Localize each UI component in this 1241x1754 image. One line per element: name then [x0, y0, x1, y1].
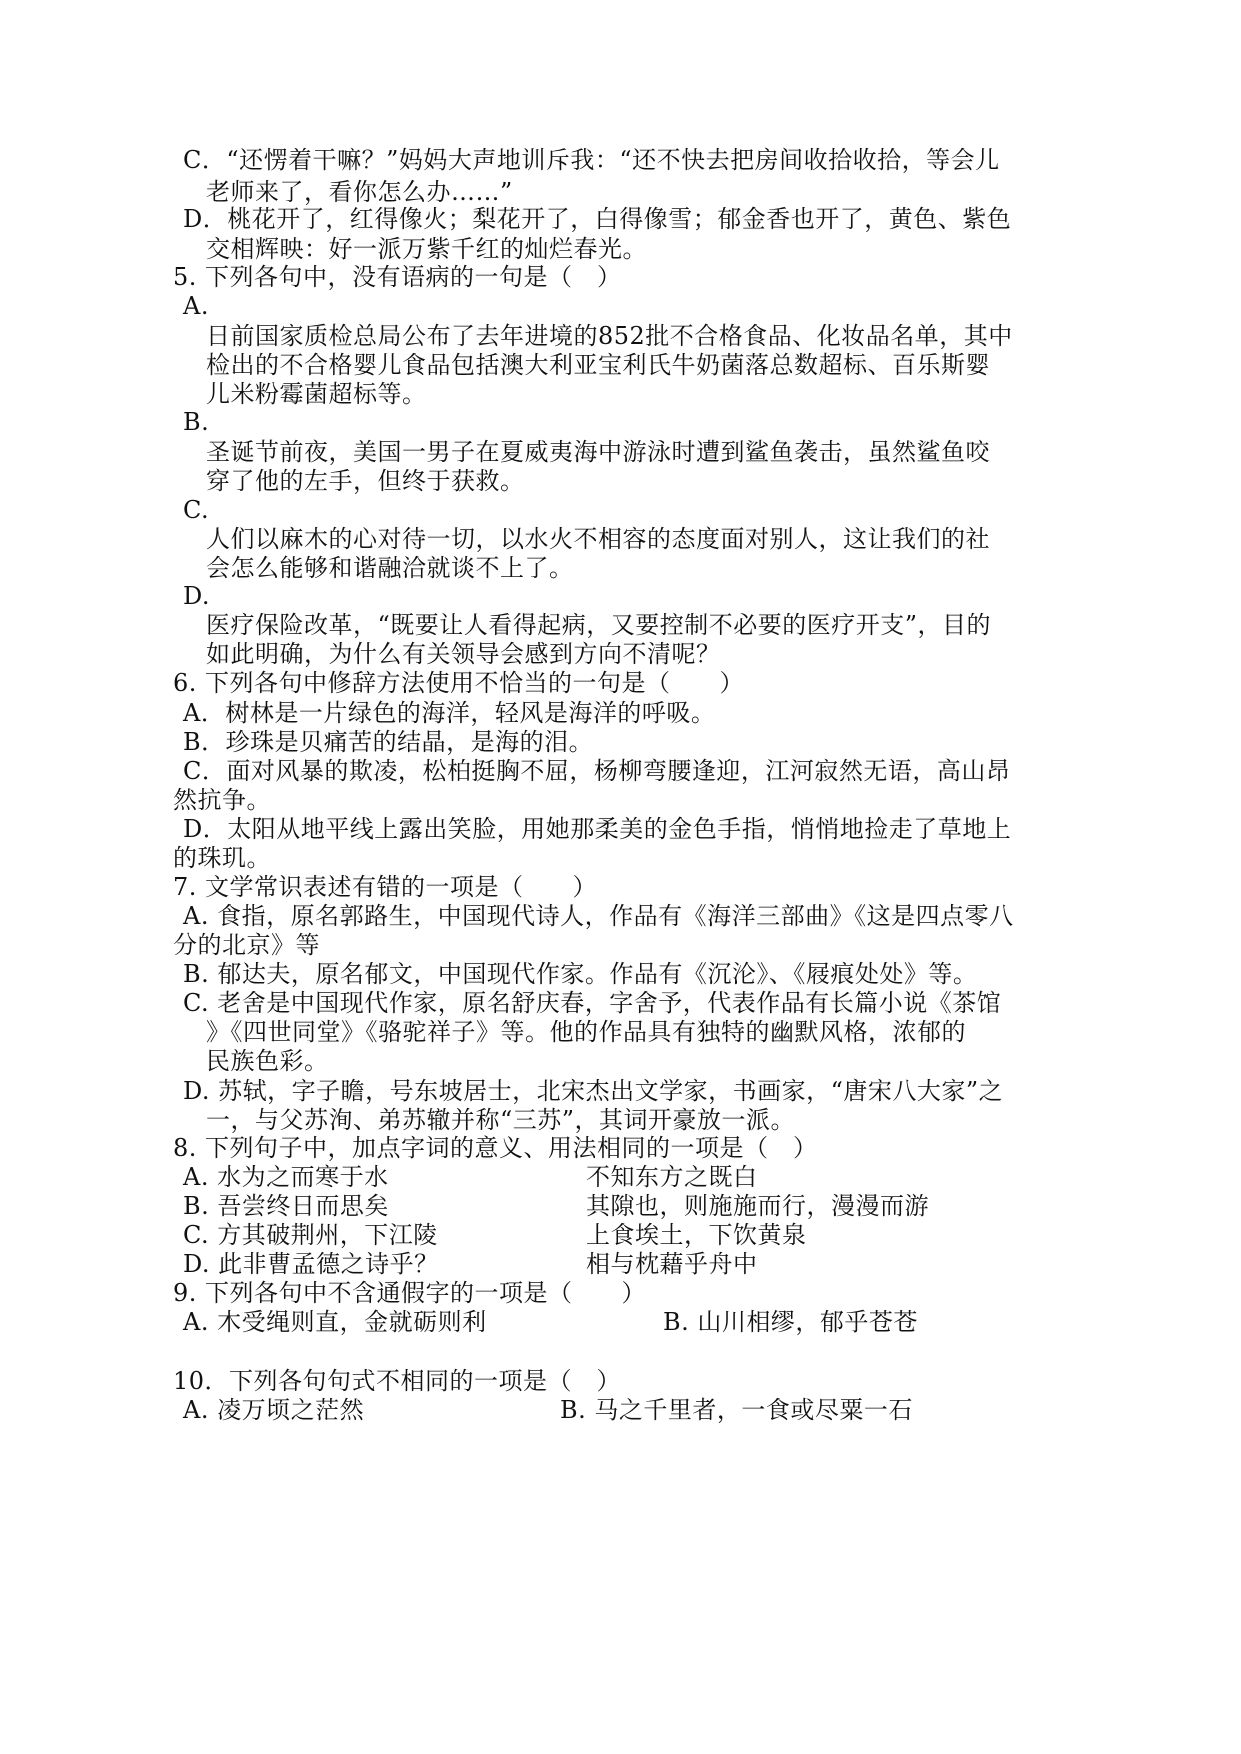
q8-option-a-left: A. 水为之而寒于水 [183, 1163, 389, 1191]
q7-option-c-line1: C. 老舍是中国现代作家，原名舒庆春，字舍予，代表作品有长篇小说《茶馆 [183, 989, 1002, 1017]
q9-option-b: B. 山川相缪，郁乎苍苍 [663, 1308, 918, 1336]
q6-option-d-line1: D．太阳从地平线上露出笑脸，用她那柔美的金色手指，悄悄地捡走了草地上 [183, 815, 1012, 843]
q5-option-a-label: A. [183, 292, 209, 320]
q10-option-a: A. 凌万顷之茫然 [183, 1396, 365, 1424]
q7-stem: 7. 文学常识表述有错的一项是（ ） [173, 873, 598, 901]
q6-option-c-line1: C．面对风暴的欺凌，松柏挺胸不屈，杨柳弯腰逢迎，江河寂然无语，高山昂 [183, 757, 1011, 785]
q5-option-a-line1: 日前国家质检总局公布了去年进境的852批不合格食品、化妆品名单，其中 [206, 322, 1013, 350]
q10-option-b: B. 马之千里者，一食或尽粟一石 [560, 1396, 913, 1424]
q5-option-d-label: D. [183, 582, 211, 610]
q8-option-b-right: 其隙也，则施施而行，漫漫而游 [586, 1192, 929, 1220]
q5-option-b-label: B. [183, 408, 210, 436]
q8-stem: 8. 下列句子中，加点字词的意义、用法相同的一项是（ ） [173, 1134, 818, 1162]
q7-option-d-line1: D. 苏轼，字子瞻，号东坡居士，北宋杰出文学家，书画家，“唐宋八大家”之 [183, 1077, 1004, 1105]
q5-option-d-line1: 医疗保险改革，“既要让人看得起病，又要控制不必要的医疗开支”，目的 [206, 611, 992, 639]
q8-option-c-left: C. 方其破荆州，下江陵 [183, 1221, 438, 1249]
q7-option-b: B. 郁达夫，原名郁文，中国现代作家。作品有《沉沦》、《屐痕处处》等。 [183, 960, 978, 988]
q6-option-d-line2: 的珠玑。 [173, 844, 271, 872]
q4-option-d-line1: D．桃花开了，红得像火；梨花开了，白得像雪；郁金香也开了，黄色、紫色 [183, 205, 1012, 233]
q8-option-d-right: 相与枕藉乎舟中 [586, 1250, 758, 1278]
q6-option-c-line2: 然抗争。 [173, 786, 271, 814]
q9-option-a: A. 木受绳则直，金就砺则利 [183, 1308, 487, 1336]
q4-option-c-line1: C．“还愣着干嘛？”妈妈大声地训斥我：“还不快去把房间收拾收拾，等会儿 [183, 146, 1000, 174]
q10-stem: 10．下列各句句式不相同的一项是（ ） [173, 1367, 622, 1395]
q5-stem: 5. 下列各句中，没有语病的一句是（ ） [173, 263, 622, 291]
q4-option-c-line2: 老师来了，看你怎么办……” [206, 178, 513, 206]
q5-option-a-line2: 检出的不合格婴儿食品包括澳大利亚宝利氏牛奶菌落总数超标、百乐斯婴 [206, 351, 990, 379]
q6-option-a: A．树林是一片绿色的海洋，轻风是海洋的呼吸。 [183, 699, 716, 727]
q7-option-c-line2: 》《四世同堂》《骆驼祥子》等。他的作品具有独特的幽默风格，浓郁的 [206, 1018, 966, 1046]
q7-option-a-line2: 分的北京》等 [173, 931, 320, 959]
q6-option-b: B．珍珠是贝痛苦的结晶，是海的泪。 [183, 728, 594, 756]
q4-option-d-line2: 交相辉映：好一派万紫千红的灿烂春光。 [206, 235, 647, 263]
q5-option-b-line1: 圣诞节前夜，美国一男子在夏威夷海中游泳时遭到鲨鱼袭击，虽然鲨鱼咬 [206, 438, 990, 466]
q5-option-a-line3: 儿米粉霉菌超标等。 [206, 380, 427, 408]
q5-option-d-line2: 如此明确，为什么有关领导会感到方向不清呢？ [206, 640, 721, 668]
q8-option-b-left: B. 吾尝终日而思矣 [183, 1192, 389, 1220]
q8-option-d-left: D. 此非曹孟德之诗乎？ [183, 1250, 439, 1278]
q8-option-c-right: 上食埃土，下饮黄泉 [586, 1221, 807, 1249]
q5-option-c-line1: 人们以麻木的心对待一切，以水火不相容的态度面对别人，这让我们的社 [206, 525, 990, 553]
q6-stem: 6. 下列各句中修辞方法使用不恰当的一句是（ ） [173, 669, 745, 697]
q7-option-a-line1: A. 食指，原名郭路生，中国现代诗人，作品有《海洋三部曲》《这是四点零八 [183, 902, 1014, 930]
q5-option-c-label: C. [183, 496, 210, 524]
q5-option-b-line2: 穿了他的左手，但终于获救。 [206, 467, 525, 495]
q9-stem: 9. 下列各句中不含通假字的一项是（ ） [173, 1279, 647, 1307]
q7-option-d-line2: 一，与父苏洵、弟苏辙并称“三苏”，其词开豪放一派。 [206, 1106, 796, 1134]
q8-option-a-right: 不知东方之既白 [586, 1163, 758, 1191]
q7-option-c-line3: 民族色彩。 [206, 1047, 329, 1075]
q5-option-c-line2: 会怎么能够和谐融洽就谈不上了。 [206, 554, 574, 582]
